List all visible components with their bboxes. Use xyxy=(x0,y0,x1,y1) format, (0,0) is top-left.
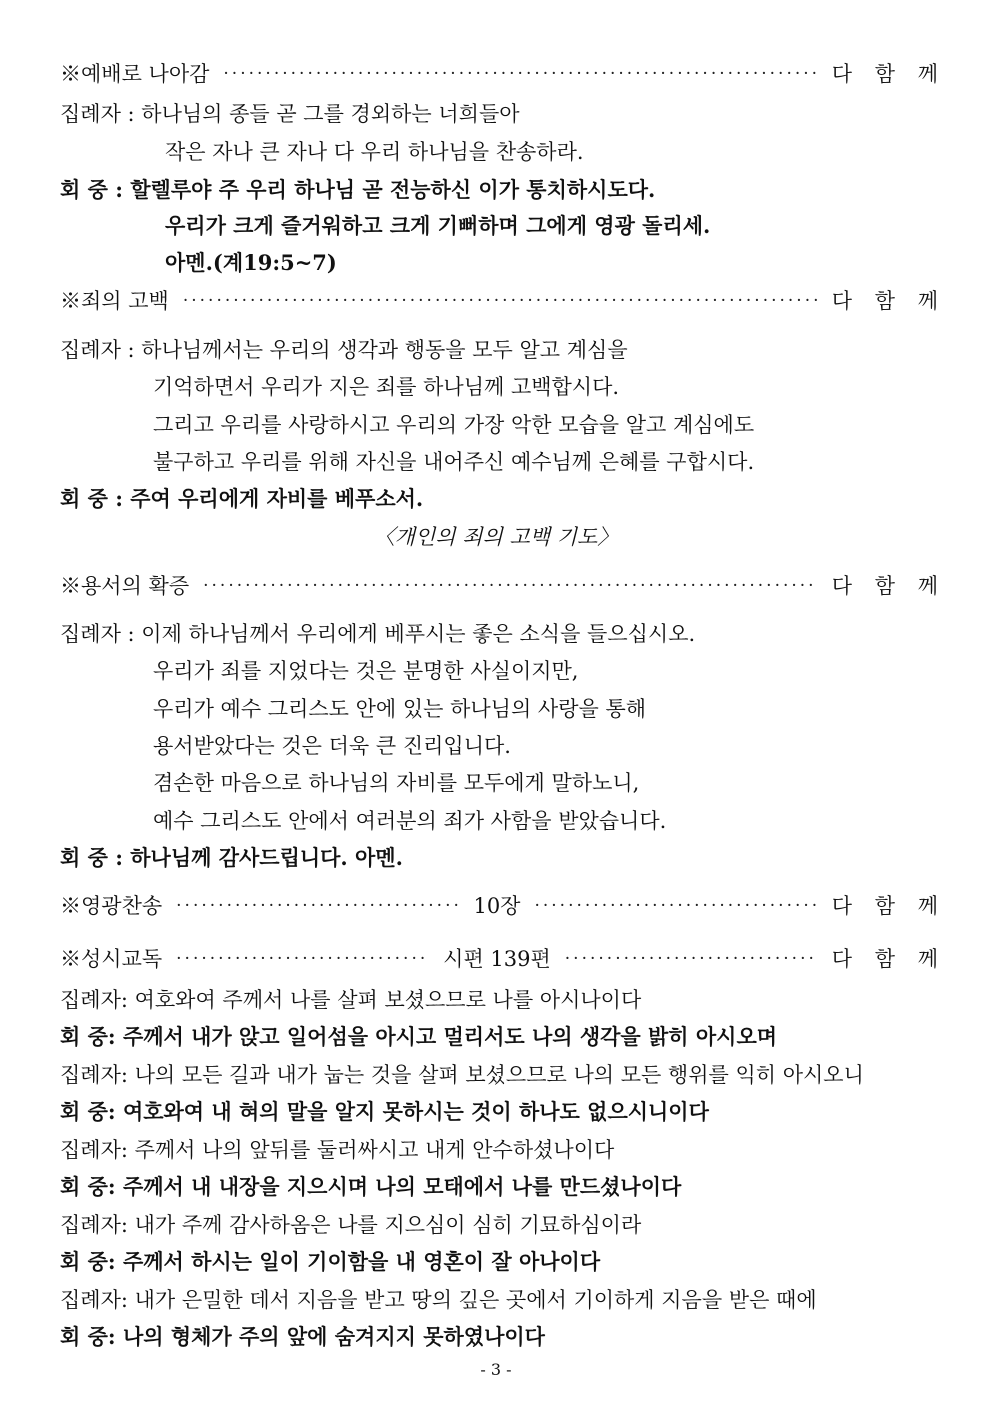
liturgy-line: 작은 자나 큰 자나 다 우리 하나님을 찬송하라. xyxy=(165,140,584,164)
section-title: ※죄의 고백 xyxy=(60,289,169,313)
reading-line-congregation: 회 중: 주께서 내가 앉고 일어섬을 아시고 멀리서도 나의 생각을 밝히 아시오며 xyxy=(60,1024,778,1049)
leader-dots xyxy=(176,942,429,976)
section-participant: 다 함 께 xyxy=(831,62,946,86)
liturgy-line-congregation: 회 중 : 주여 우리에게 자비를 베푸소서. xyxy=(60,486,424,511)
leader-dots xyxy=(223,57,817,91)
liturgy-line: 겸손한 마음으로 하나님의 자비를 모두에게 말하노니, xyxy=(153,771,640,795)
reading-line-leader: 집례자: 주께서 나의 앞뒤를 둘러싸시고 내게 안수하셨나이다 xyxy=(60,1138,615,1162)
liturgy-line-congregation: 아멘.(계19:5~7) xyxy=(165,250,337,275)
reading-line-leader: 집례자: 나의 모든 길과 내가 눕는 것을 살펴 보셨으므로 나의 모든 행위를 익히 아시오니 xyxy=(60,1063,864,1087)
liturgy-line: 집례자 : 이제 하나님께서 우리에게 베푸시는 좋은 소식을 들으십시오. xyxy=(60,622,696,646)
reading-line-leader: 집례자: 내가 주께 감사하옴은 나를 지으심이 심히 기묘하심이라 xyxy=(60,1213,642,1237)
reading-line-congregation: 회 중: 주께서 내 내장을 지으시며 나의 모태에서 나를 만드셨나이다 xyxy=(60,1174,682,1199)
section-title: ※예배로 나아감 xyxy=(60,62,210,86)
leader-dots xyxy=(534,889,817,923)
liturgy-line-congregation: 회 중 : 하나님께 감사드립니다. 아멘. xyxy=(60,845,403,870)
section-title: ※영광찬송 xyxy=(60,894,163,918)
leader-dots xyxy=(176,889,459,923)
section-participant: 다 함 께 xyxy=(831,947,946,971)
page-number: - 3 - xyxy=(480,1360,512,1379)
reading-line-congregation: 회 중: 주께서 하시는 일이 기이함을 내 영혼이 잘 아나이다 xyxy=(60,1249,601,1274)
liturgy-line: 집례자 : 하나님께서는 우리의 생각과 행동을 모두 알고 계심을 xyxy=(60,338,628,362)
reading-line-leader: 집례자: 여호와여 주께서 나를 살펴 보셨으므로 나를 아시나이다 xyxy=(60,988,642,1012)
leader-dots xyxy=(183,284,818,318)
section-header-assurance xyxy=(60,569,946,603)
section-header-worship xyxy=(60,57,946,91)
liturgy-line: 불구하고 우리를 위해 자신을 내어주신 예수님께 은혜를 구합시다. xyxy=(153,450,755,474)
liturgy-line: 우리가 죄를 지었다는 것은 분명한 사실이지만, xyxy=(153,659,579,683)
section-header-responsive-reading xyxy=(60,942,946,976)
leader-dots xyxy=(203,569,818,603)
section-title: ※용서의 확증 xyxy=(60,574,190,598)
leader-dots xyxy=(565,942,818,976)
section-participant: 다 함 께 xyxy=(831,289,946,313)
hymn-number: 10장 xyxy=(473,894,521,918)
section-participant: 다 함 께 xyxy=(831,574,946,598)
liturgy-line-congregation: 우리가 크게 즐거워하고 크게 기뻐하며 그에게 영광 돌리세. xyxy=(165,213,711,238)
section-header-hymn xyxy=(60,889,946,923)
private-prayer-note: 〈개인의 죄의 고백 기도〉 xyxy=(373,525,619,549)
liturgy-line-congregation: 회 중 : 할렐루야 주 우리 하나님 곧 전능하신 이가 통치하시도다. xyxy=(60,177,656,202)
psalm-reference: 시편 139편 xyxy=(443,947,551,971)
section-title: ※성시교독 xyxy=(60,947,163,971)
section-participant: 다 함 께 xyxy=(831,894,946,918)
liturgy-line: 용서받았다는 것은 더욱 큰 진리입니다. xyxy=(153,734,511,758)
liturgy-line: 예수 그리스도 안에서 여러분의 죄가 사함을 받았습니다. xyxy=(153,809,667,833)
liturgy-line: 집례자 : 하나님의 종들 곧 그를 경외하는 너희들아 xyxy=(60,102,520,126)
reading-line-congregation: 회 중: 여호와여 내 혀의 말을 알지 못하시는 것이 하나도 없으시니이다 xyxy=(60,1099,709,1124)
liturgy-line: 우리가 예수 그리스도 안에 있는 하나님의 사랑을 통해 xyxy=(153,697,647,721)
section-header-confession xyxy=(60,284,946,318)
reading-line-congregation: 회 중: 나의 형체가 주의 앞에 숨겨지지 못하였나이다 xyxy=(60,1324,545,1349)
liturgy-line: 그리고 우리를 사랑하시고 우리의 가장 악한 모습을 알고 계심에도 xyxy=(153,413,755,437)
reading-line-leader: 집례자: 내가 은밀한 데서 지음을 받고 땅의 깊은 곳에서 기이하게 지음을 받은 때에 xyxy=(60,1288,817,1312)
liturgy-line: 기억하면서 우리가 지은 죄를 하나님께 고백합시다. xyxy=(153,375,620,399)
